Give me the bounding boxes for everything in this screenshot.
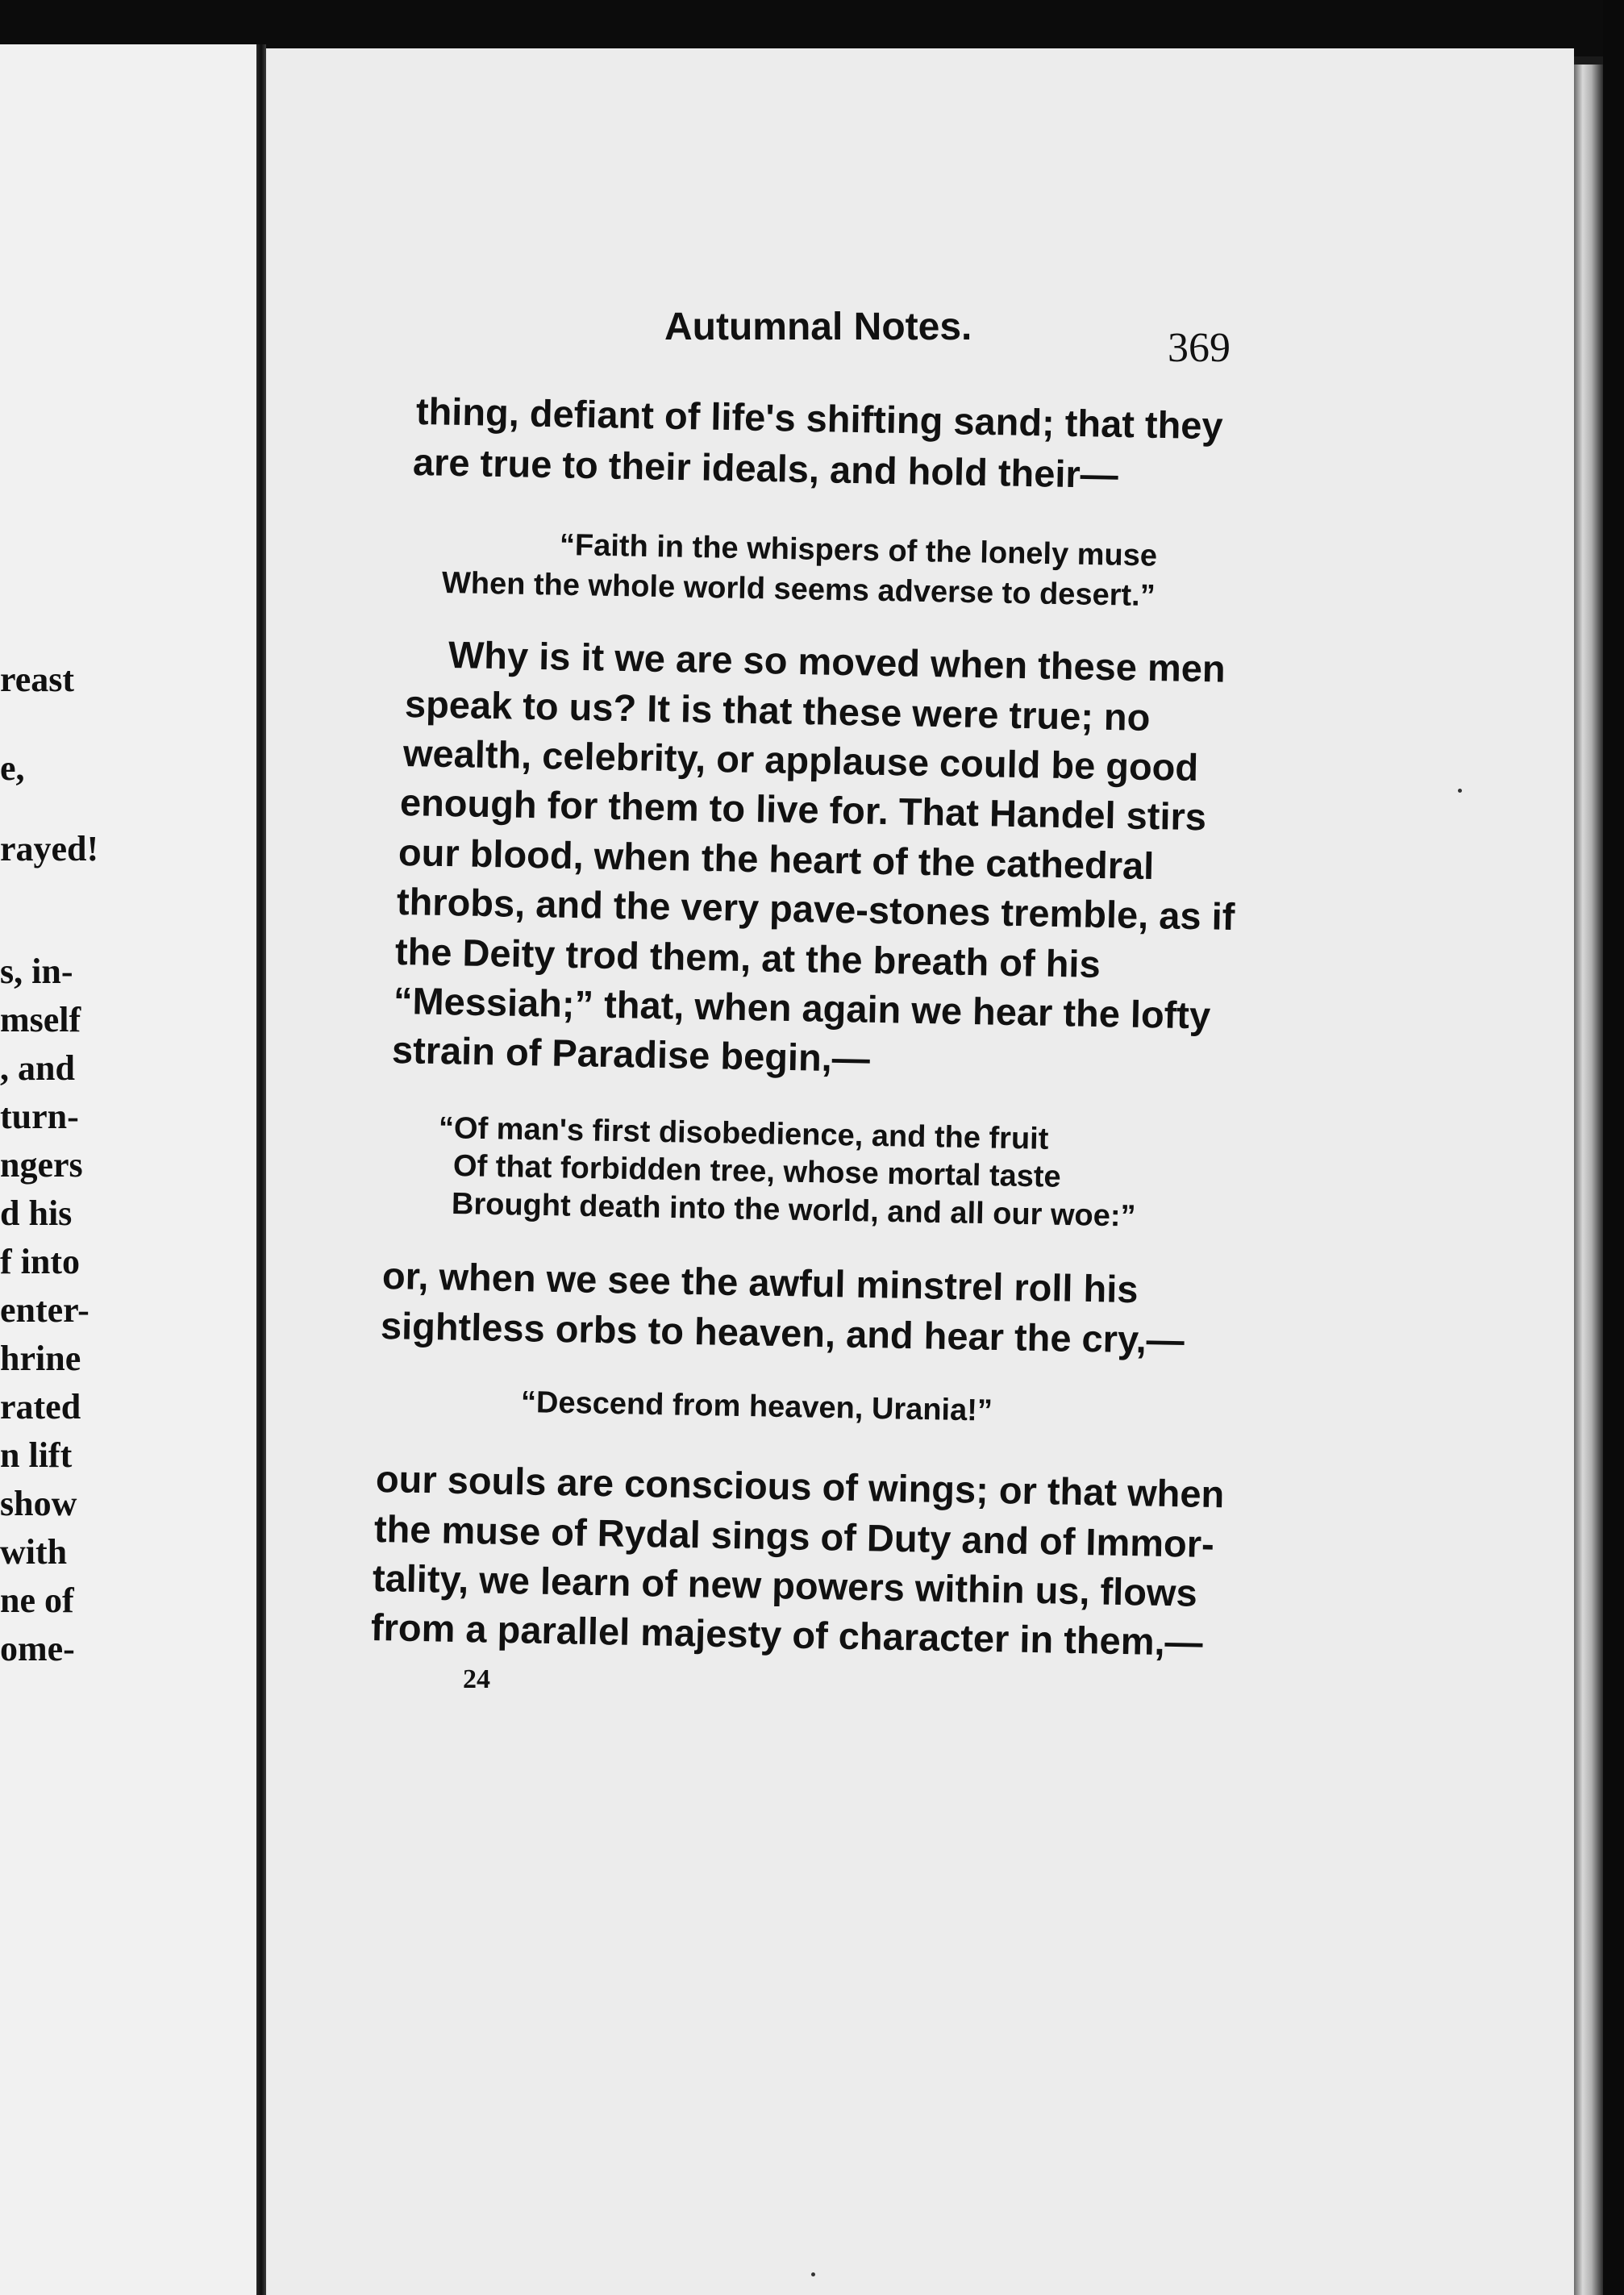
left-fragment: d his (0, 1193, 73, 1233)
verse-line: “Of man's first disobedience, and the fruit (438, 1111, 1049, 1156)
text-line: from a parallel majesty of character in them,— (370, 1606, 1204, 1664)
left-fragment: ne of (0, 1581, 74, 1620)
left-fragment: ome- (0, 1629, 75, 1668)
left-fragment: turn- (0, 1097, 79, 1136)
running-head: Autumnal Notes. (664, 306, 972, 348)
left-fragment: hrine (0, 1339, 81, 1378)
left-fragment: show (0, 1484, 77, 1523)
verse-line: Brought death into the world, and all our woe:” (451, 1187, 1136, 1234)
left-fragment: n lift (0, 1435, 73, 1475)
text-line: Why is it we are so moved when these men (448, 633, 1226, 690)
scan-speck (811, 2272, 815, 2276)
left-fragment: ngers (0, 1145, 83, 1185)
left-fragment: mself (0, 1000, 81, 1039)
text-line: sightless orbs to heaven, and hear the cry,— (380, 1304, 1185, 1362)
verse-line: When the whole world seems adverse to desert.” (441, 566, 1156, 614)
text-line: tality, we learn of new powers within us, flows (372, 1556, 1198, 1614)
scan-speck (1458, 789, 1462, 793)
text-line: our souls are conscious of wings; or that when (375, 1457, 1225, 1516)
text-line: enough for them to live for. That Handel stirs (399, 781, 1207, 839)
book-gutter (256, 44, 266, 2295)
signature-mark: 24 (463, 1664, 490, 1694)
text-line: the muse of Rydal sings of Duty and of Immor- (373, 1507, 1215, 1566)
text-line: the Deity trod them, at the breath of his (394, 930, 1101, 986)
left-fragment: e, (0, 748, 25, 788)
left-fragment: s, in- (0, 952, 73, 991)
verse-line: Of that forbidden tree, whose mortal taste (452, 1149, 1062, 1194)
text-line: our blood, when the heart of the cathedral (398, 831, 1155, 888)
text-line: strain of Paradise begin,— (391, 1028, 871, 1080)
verse-line: “Descend from heaven, Urania!” (520, 1385, 993, 1428)
text-line: wealth, celebrity, or applause could be good (402, 731, 1199, 789)
left-fragment: with (0, 1532, 68, 1572)
left-fragment: , and (0, 1048, 75, 1088)
text-line: throbs, and the very pave-stones tremble, as if (396, 880, 1235, 939)
text-line: “Messiah;” that, when again we hear the lofty (393, 979, 1211, 1037)
verse-line: “Faith in the whispers of the lonely muse (559, 528, 1158, 573)
left-fragment: enter- (0, 1290, 90, 1330)
scan-border-right (1603, 0, 1624, 2295)
text-line: speak to us? It is that these were true; no (404, 682, 1151, 739)
left-fragment: reast (0, 660, 75, 699)
text-line: thing, defiant of life's shifting sand; that they (415, 389, 1224, 448)
left-fragment: rayed! (0, 829, 99, 868)
text-line: or, when we see the awful minstrel roll his (381, 1254, 1139, 1311)
page-edge (1574, 65, 1603, 2295)
left-facing-page (0, 44, 256, 2295)
left-fragment: rated (0, 1387, 81, 1427)
page-number: 369 (1168, 325, 1230, 371)
left-fragment: f into (0, 1242, 80, 1281)
text-line: are true to their ideals, and hold their— (412, 440, 1119, 497)
